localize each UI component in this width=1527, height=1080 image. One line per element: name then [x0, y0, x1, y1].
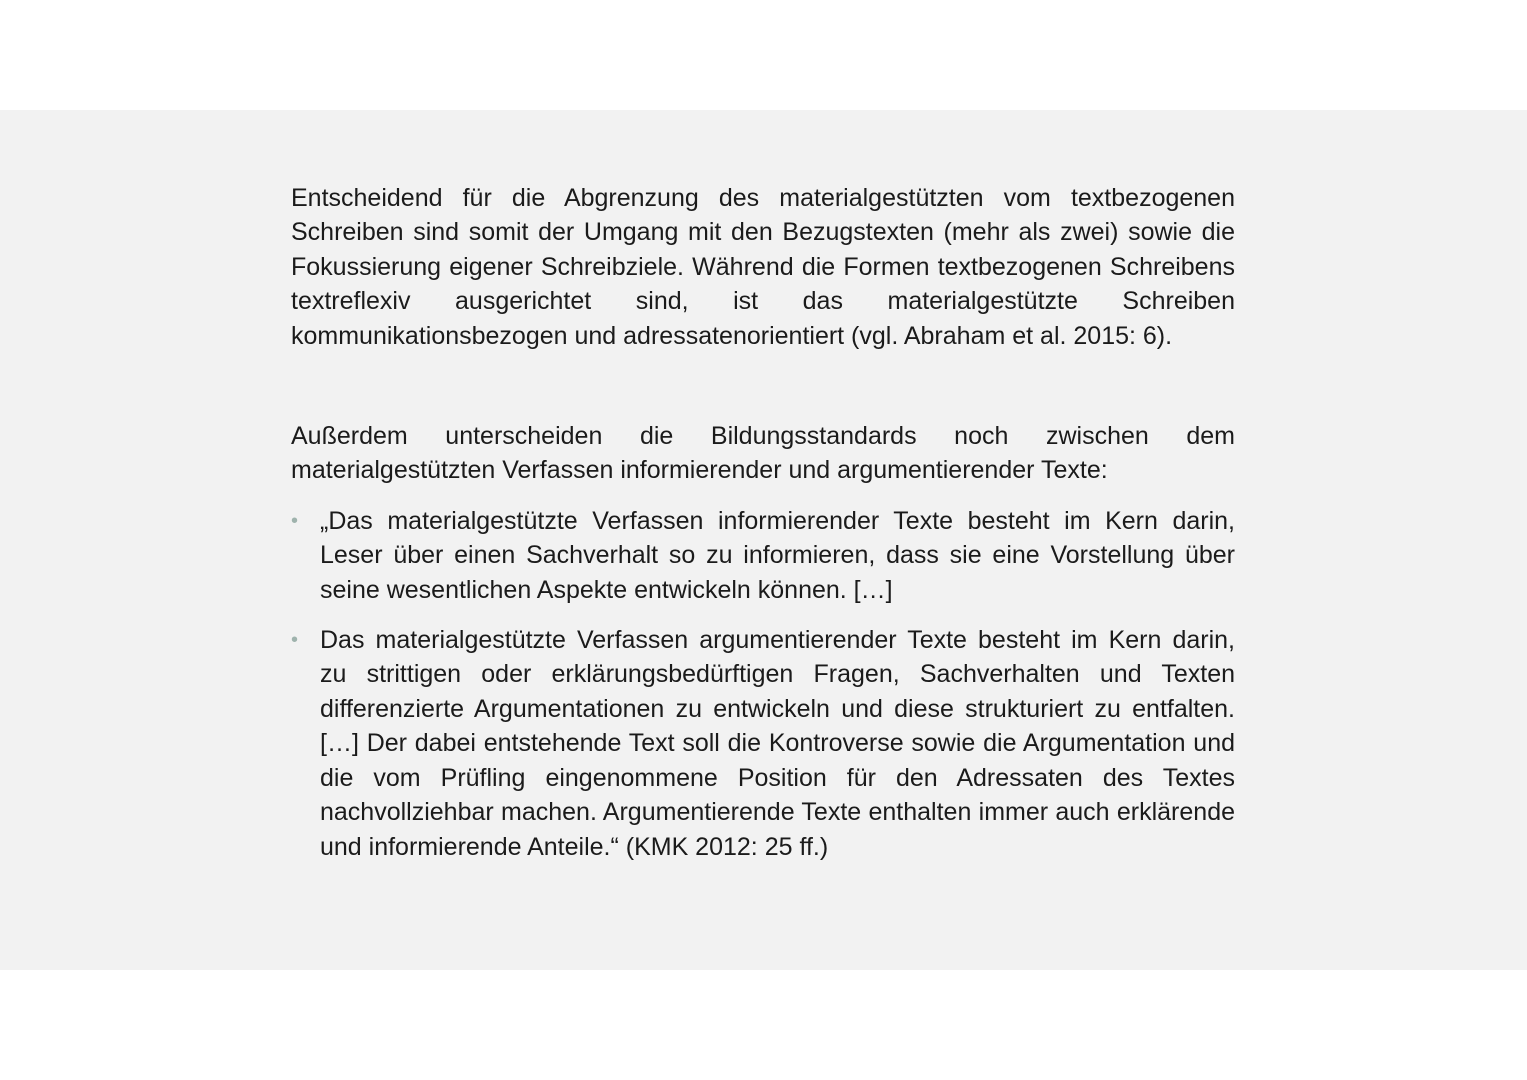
slide-content — [291, 181, 1235, 880]
bullet-icon: • — [291, 629, 299, 652]
list-item — [291, 504, 1235, 607]
list-item — [291, 623, 1235, 864]
quote-informing: „Das materialgestützte Verfassen informierender Texte besteht im Kern darin, Leser über einen Sachverhalt so zu informieren, dass sie eine Vorstellung über seine wesentlichen Aspekte entwickeln können. […] — [320, 506, 1235, 604]
paragraph-distinction: Entscheidend für die Abgrenzung des materialgestützten vom textbezogenen Schreiben sind somit der Umgang mit den Bezugstexten (mehr als zwei) sowie die Fokussierung eigener Schreibziele. Während die Formen textbezogenen Schreibens textreflexiv ausgerichtet sind, ist das materialgestützte Schreiben kommunikationsbezogen und adressatenorientiert (vgl. Abraham et al. 2015: 6). — [291, 184, 1235, 350]
paragraph-standards: Außerdem unterscheiden die Bildungsstandards noch zwischen dem materialgestützten Verfassen informierender und argumentierender Texte: — [291, 422, 1235, 485]
quote-arguing: Das materialgestützte Verfassen argumentierender Texte besteht im Kern darin, zu strittigen oder erklärungsbedürftigen Fragen, Sachverhalten und Texten differenzierte Argumentationen zu entwickeln und diese strukturiert zu entfalten. […] Der dabei entstehende Text soll die Kontroverse sowie die Argumentation und die vom Prüfling eingenommene Position für den Adressaten des Textes nachvollziehbar machen. Argumentierende Texte enthalten immer auch erklärende und informierende Anteile.“ (KMK 2012: 25 ff.) — [320, 626, 1235, 861]
bullet-icon: • — [291, 509, 299, 532]
quote-list — [291, 504, 1235, 864]
